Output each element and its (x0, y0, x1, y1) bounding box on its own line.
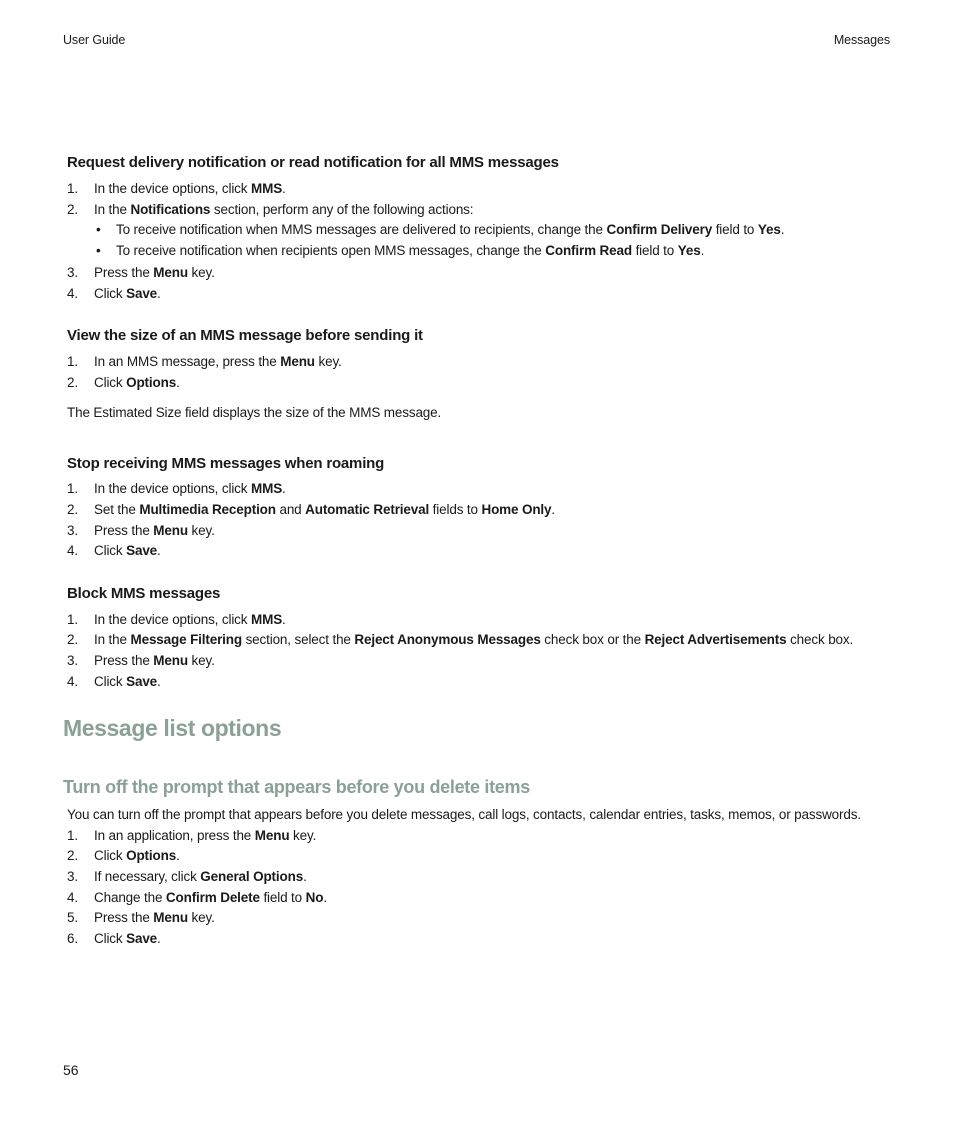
step-number: 3. (67, 523, 78, 538)
step-text: In an MMS message, press the Menu key. (94, 354, 342, 369)
step-text: If necessary, click General Options. (94, 869, 307, 884)
step-number: 2. (67, 202, 78, 217)
step-number: 3. (67, 265, 78, 280)
step-number: 3. (67, 869, 78, 884)
bullet-icon: • (96, 222, 101, 237)
section-heading: View the size of an MMS message before sending it (67, 327, 423, 344)
step-text: Set the Multimedia Reception and Automatic Retrieval fields to Home Only. (94, 502, 555, 517)
step-number: 1. (67, 481, 78, 496)
step-number: 2. (67, 848, 78, 863)
section-heading: Stop receiving MMS messages when roaming (67, 455, 385, 472)
step-number: 1. (67, 181, 78, 196)
step-number: 2. (67, 632, 78, 647)
step-number: 3. (67, 653, 78, 668)
page-number: 56 (63, 1062, 79, 1078)
step-text: Press the Menu key. (94, 523, 215, 538)
step-number: 1. (67, 612, 78, 627)
note-text: The Estimated Size field displays the size of the MMS message. (67, 405, 442, 420)
step-number: 4. (67, 674, 78, 689)
step-text: Press the Menu key. (94, 653, 215, 668)
section-heading: Request delivery notification or read notification for all MMS messages (67, 154, 559, 171)
step-text: Click Save. (94, 674, 161, 689)
intro-text: You can turn off the prompt that appears before you delete messages, call logs, contacts, calendar entries, tasks, memos, or passwords. (67, 807, 861, 822)
step-text: In the Message Filtering section, select the Reject Anonymous Messages check box or the Reject Advertisements check box. (94, 632, 854, 647)
step-text: Click Save. (94, 543, 161, 558)
step-text: In an application, press the Menu key. (94, 828, 317, 843)
step-number: 6. (67, 931, 78, 946)
step-text: Press the Menu key. (94, 910, 215, 925)
running-header-left: User Guide (63, 33, 126, 47)
step-number: 4. (67, 890, 78, 905)
step-text: Click Save. (94, 286, 161, 301)
step-text: Change the Confirm Delete field to No. (94, 890, 327, 905)
subsection-heading: Turn off the prompt that appears before you delete items (63, 777, 530, 797)
step-text: Click Options. (94, 375, 180, 390)
step-number: 2. (67, 502, 78, 517)
running-header-right: Messages (833, 33, 890, 47)
step-number: 1. (67, 828, 78, 843)
step-text: Click Options. (94, 848, 180, 863)
step-number: 2. (67, 375, 78, 390)
step-text: In the device options, click MMS. (94, 181, 286, 196)
step-text: In the device options, click MMS. (94, 612, 286, 627)
step-number: 4. (67, 286, 78, 301)
bullet-icon: • (96, 243, 101, 258)
step-number: 1. (67, 354, 78, 369)
section-heading: Block MMS messages (67, 585, 221, 602)
step-text: In the Notifications section, perform any of the following actions: (94, 202, 474, 217)
step-text: Click Save. (94, 931, 161, 946)
step-text: Press the Menu key. (94, 265, 215, 280)
step-number: 5. (67, 910, 78, 925)
step-text: In the device options, click MMS. (94, 481, 286, 496)
bullet-text: To receive notification when recipients open MMS messages, change the Confirm Read field to Yes. (116, 243, 705, 258)
bullet-text: To receive notification when MMS messages are delivered to recipients, change the Confirm Delivery field to Yes. (116, 222, 785, 237)
chapter-title: Message list options (63, 715, 282, 741)
step-number: 4. (67, 543, 78, 558)
